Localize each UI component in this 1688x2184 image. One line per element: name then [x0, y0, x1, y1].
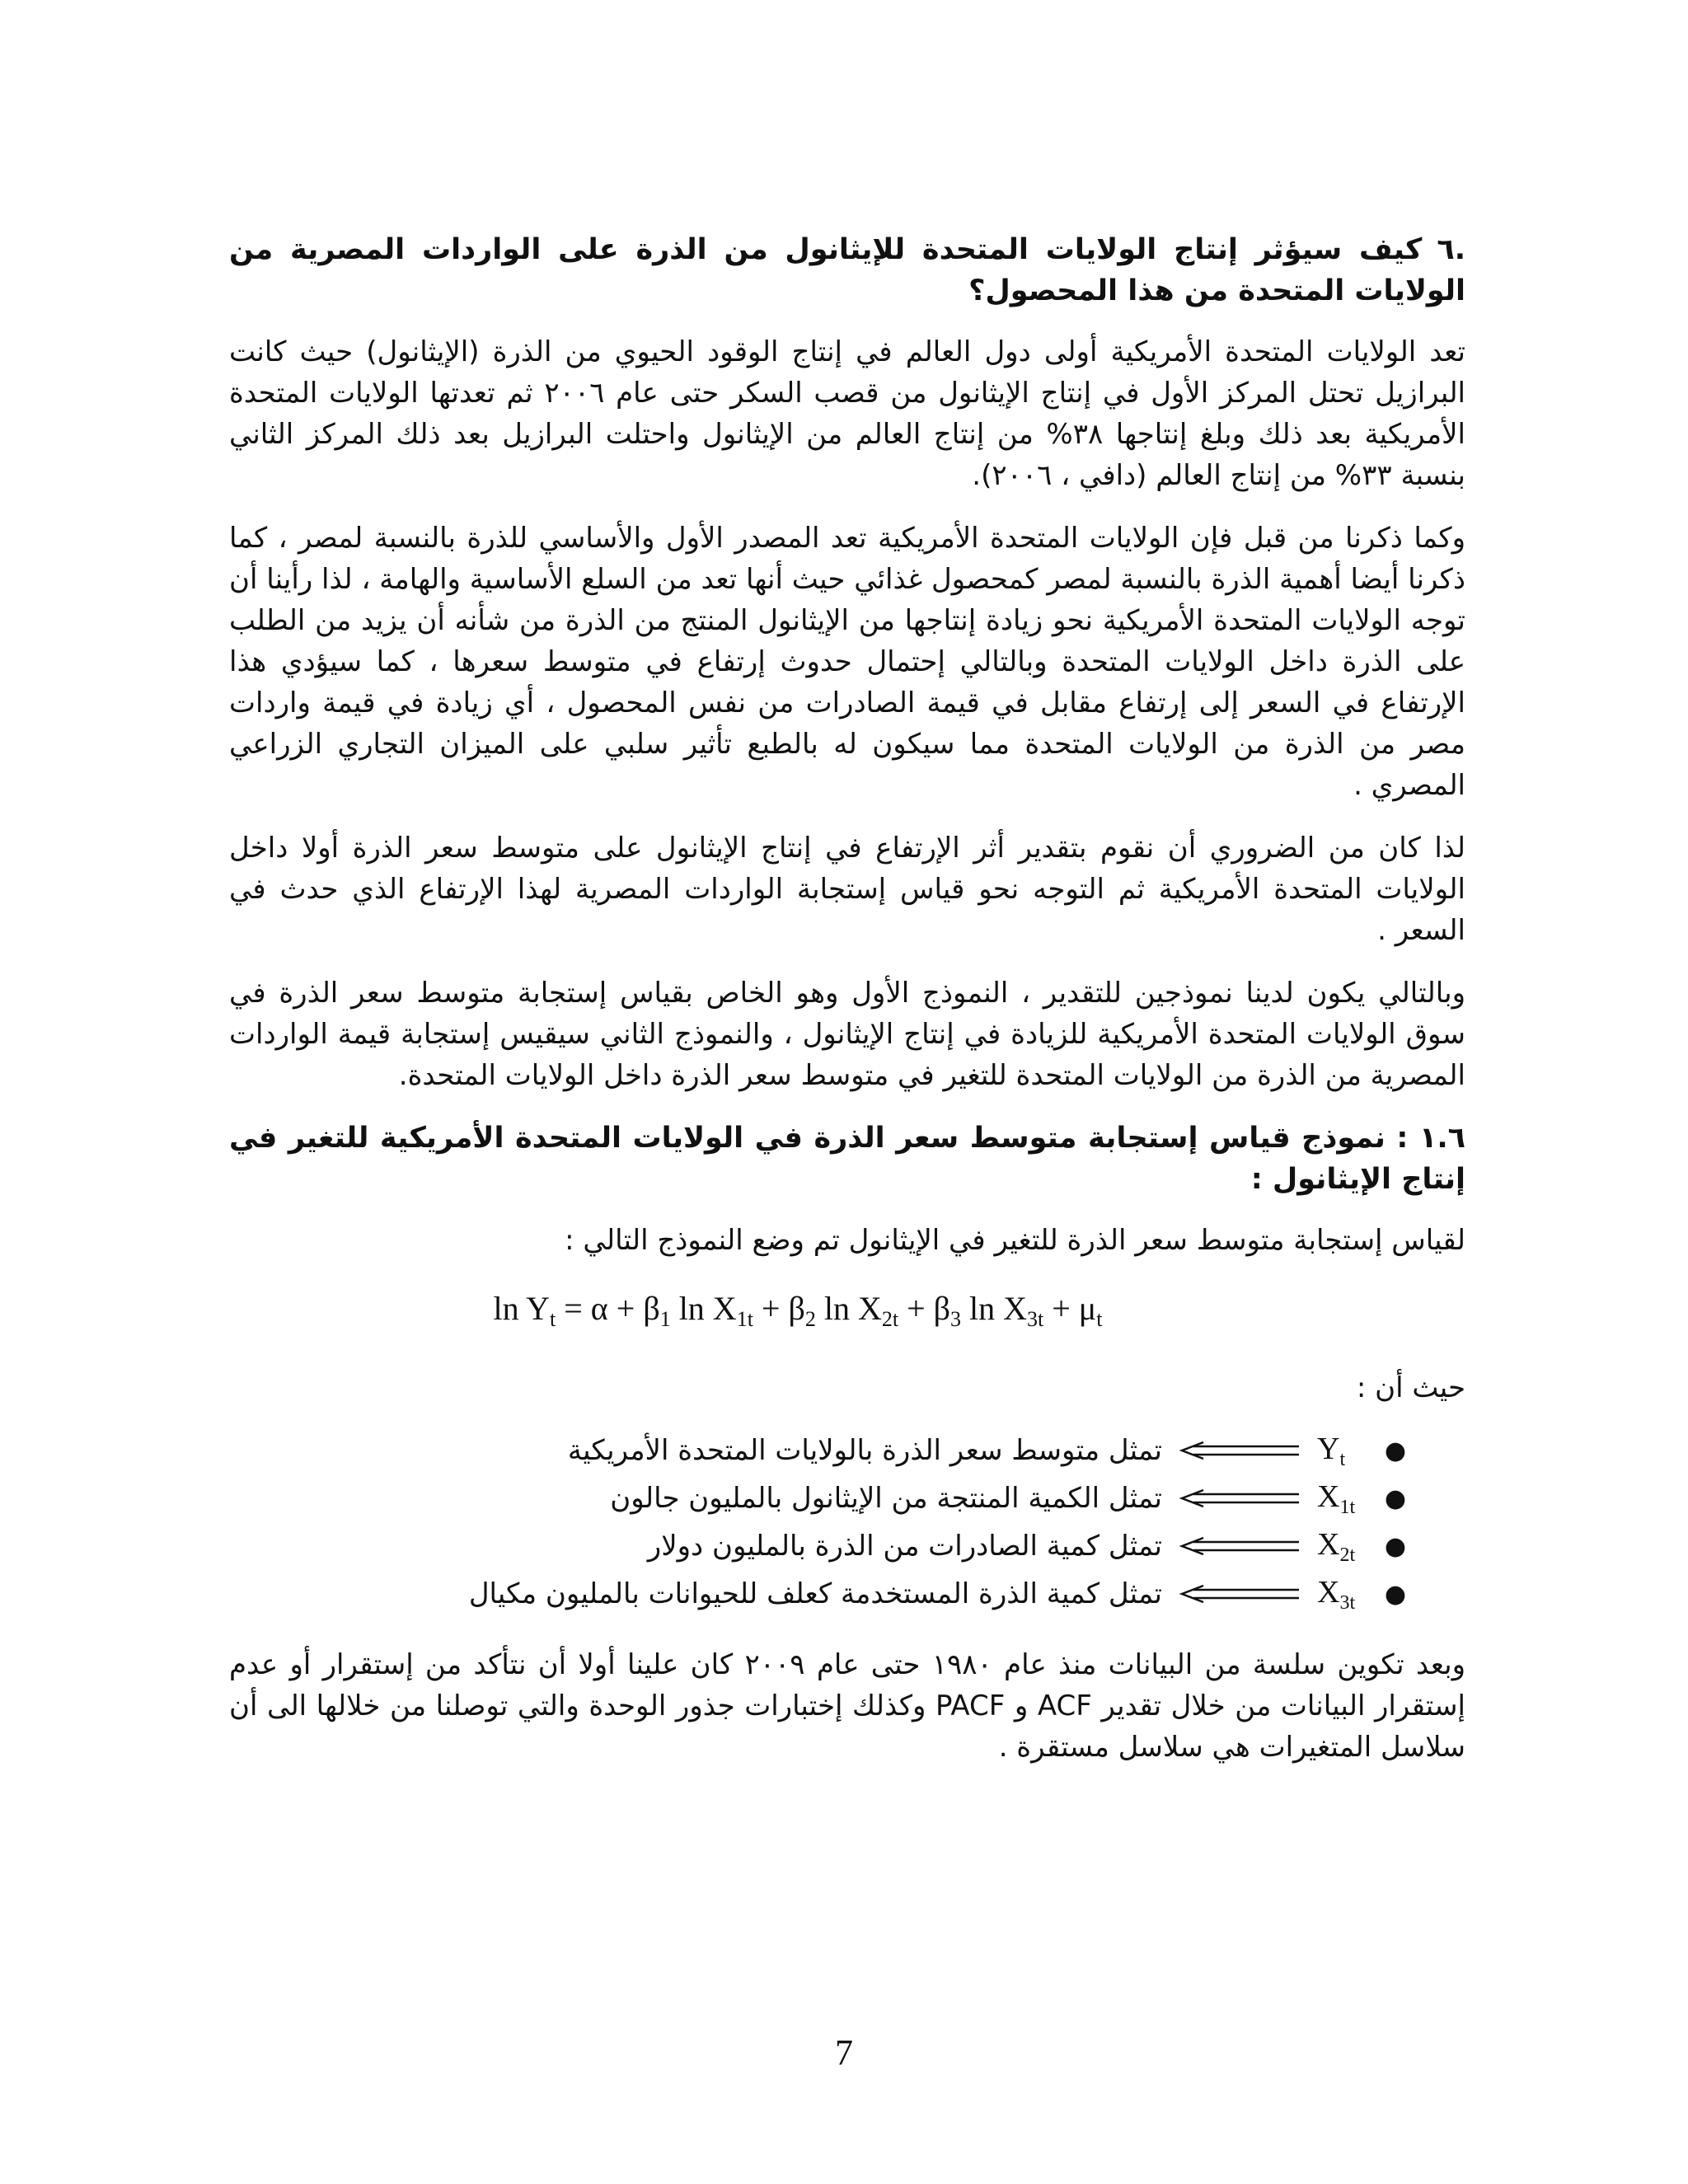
- variable-row: [229, 1427, 1465, 1474]
- variable-symbol: [1317, 1574, 1383, 1615]
- variable-description: تمثل كمية الذرة المستخدمة كعلف للحيوانات بالمليون مكيال: [468, 1577, 1162, 1610]
- variable-row: [229, 1474, 1465, 1522]
- variable-row: [229, 1522, 1465, 1570]
- subsection-heading: ١.٦ : نموذج قياس إستجابة متوسط سعر الذرة في الولايات المتحدة الأمريكية للتغير في إنتاج الإيثانول :: [229, 1122, 1465, 1196]
- variable-subscript: 3t: [1339, 1591, 1356, 1614]
- eq-part: + β: [753, 1290, 805, 1327]
- eq-part: ln X: [670, 1290, 737, 1327]
- eq-sub: t: [1096, 1307, 1103, 1331]
- paragraph-1: تعد الولايات المتحدة الأمريكية أولى دول العالم في إنتاج الوقود الحيوي من الذرة (الإيثانول) حيث كانت البرازيل تحتل المركز الأول في إنتاج الإيثانول من قصب السكر حتى عام ٢٠٠٦ ثم تعدتها الولايات المتحدة الأمريكية بعد ذلك وبلغ إنتاجها ٣٨% من إنتاج العالم من الإيثانول واحتلت البرازيل بعد ذلك المركز الثاني بنسبة ٣٣% من إنتاج العالم (دافي ، ٢٠٠٦).: [229, 335, 1465, 492]
- page-content: [229, 229, 1465, 1789]
- variable-symbol: [1317, 1431, 1383, 1471]
- closing-paragraph: وبعد تكوين سلسة من البيانات منذ عام ١٩٨٠ حتى عام ٢٠٠٩ كان علينا أولا أن نتأكد من إستقرار أو عدم إستقرار البيانات من خلال تقدير ACF و PACF وكذلك إختبارات جذور الوحدة والتي توصلنا من خلالها الى أن سلاسل المتغيرات هي سلاسل مستقرة .: [229, 1648, 1465, 1764]
- variable-description: تمثل الكمية المنتجة من الإيثانول بالمليون جالون: [610, 1482, 1162, 1515]
- eq-lhs: ln Y: [493, 1290, 551, 1327]
- variable-letter: X: [1317, 1526, 1340, 1562]
- double-arrow-left-icon: [1177, 1488, 1301, 1508]
- eq-sub: 2: [804, 1307, 816, 1331]
- variable-subscript: 2t: [1339, 1544, 1356, 1566]
- variable-description: تمثل متوسط سعر الذرة بالولايات المتحدة الأمريكية: [567, 1434, 1162, 1467]
- regression-equation: [229, 1282, 1465, 1346]
- variable-letter: Y: [1317, 1431, 1340, 1466]
- variable-row: [229, 1570, 1465, 1618]
- eq-part: + μ: [1043, 1290, 1097, 1327]
- paragraph-2: وكما ذكرنا من قبل فإن الولايات المتحدة الأمريكية تعد المصدر الأول والأساسي للذرة بالنسبة لمصر ، كما ذكرنا أيضا أهمية الذرة بالنسبة لمصر كمحصول غذائي حيث أنها تعد من السلع الأساسية والهامة ، لذا رأينا أن توجه الولايات المتحدة الأمريكية نحو زيادة إنتاجها من الإيثانول المنتج من الذرة من شأنه أن يزيد من الطلب على الذرة داخل الولايات المتحدة وبالتالي إحتمال حدوث إرتفاع في متوسط سعرها ، كما سيؤدي هذا الإرتفاع في السعر إلى إرتفاع مقابل في قيمة الصادرات من نفس المحصول ، أي زيادة في قيمة واردات مصر من الذرة من الولايات المتحدة مما سيكون له بالطبع تأثير سلبي على الميزان التجاري الزراعي المصري .: [229, 522, 1465, 802]
- eq-part: ln X: [815, 1290, 882, 1327]
- variable-subscript: t: [1339, 1448, 1346, 1470]
- variable-letter: X: [1317, 1479, 1340, 1514]
- variable-letter: X: [1317, 1574, 1340, 1610]
- eq-sub: t: [550, 1307, 556, 1331]
- eq-part: = α + β: [556, 1290, 660, 1327]
- eq-part: + β: [898, 1290, 950, 1327]
- eq-sub: 1t: [736, 1307, 753, 1331]
- bullet-icon: ●: [1384, 1531, 1407, 1561]
- eq-sub: 1: [659, 1307, 671, 1331]
- double-arrow-left-icon: [1177, 1536, 1301, 1556]
- variable-symbol: [1317, 1526, 1383, 1567]
- eq-part: ln X: [961, 1290, 1027, 1327]
- double-arrow-left-icon: [1177, 1584, 1301, 1604]
- eq-sub: 2t: [881, 1307, 899, 1331]
- variable-symbol: [1317, 1479, 1383, 1519]
- section-number: .٦: [1437, 233, 1465, 266]
- double-arrow-left-icon: [1177, 1441, 1301, 1460]
- paragraph-3: لذا كان من الضروري أن نقوم بتقدير أثر الإرتفاع في إنتاج الإيثانول على متوسط سعر الذرة أولا داخل الولايات المتحدة الأمريكية ثم التوجه نحو قياس إستجابة الواردات المصرية لهذا الإرتفاع الذي حدث في السعر .: [229, 832, 1465, 947]
- bullet-icon: ●: [1384, 1483, 1407, 1513]
- bullet-icon: ●: [1384, 1436, 1407, 1465]
- model-intro: لقياس إستجابة متوسط سعر الذرة للتغير في الإيثانول تم وضع النموذج التالي :: [565, 1224, 1465, 1257]
- section-heading-text: كيف سيؤثر إنتاج الولايات المتحدة للإيثانول من الذرة على الواردات المصرية من الولايات المتحدة من هذا المحصول؟: [229, 233, 1465, 307]
- bullet-icon: ●: [1384, 1579, 1407, 1609]
- variable-list: [229, 1427, 1465, 1618]
- eq-sub: 3: [950, 1307, 961, 1331]
- variable-description: تمثل كمية الصادرات من الذرة بالمليون دولار: [647, 1530, 1162, 1563]
- eq-sub: 3t: [1027, 1307, 1044, 1331]
- where-label: حيث أن :: [1356, 1371, 1465, 1404]
- variable-subscript: 1t: [1339, 1496, 1356, 1518]
- page-number: 7: [835, 2032, 853, 2073]
- paragraph-4: وبالتالي يكون لدينا نموذجين للتقدير ، النموذج الأول وهو الخاص بقياس إستجابة متوسط سعر الذرة في سوق الولايات المتحدة الأمريكية للزيادة في إنتاج الإيثانول ، والنموذج الثاني سيقيس إستجابة قيمة الواردات المصرية من الذرة من الولايات المتحدة للتغير في متوسط سعر الذرة داخل الولايات المتحدة.: [229, 977, 1465, 1092]
- section-heading: [229, 229, 1465, 312]
